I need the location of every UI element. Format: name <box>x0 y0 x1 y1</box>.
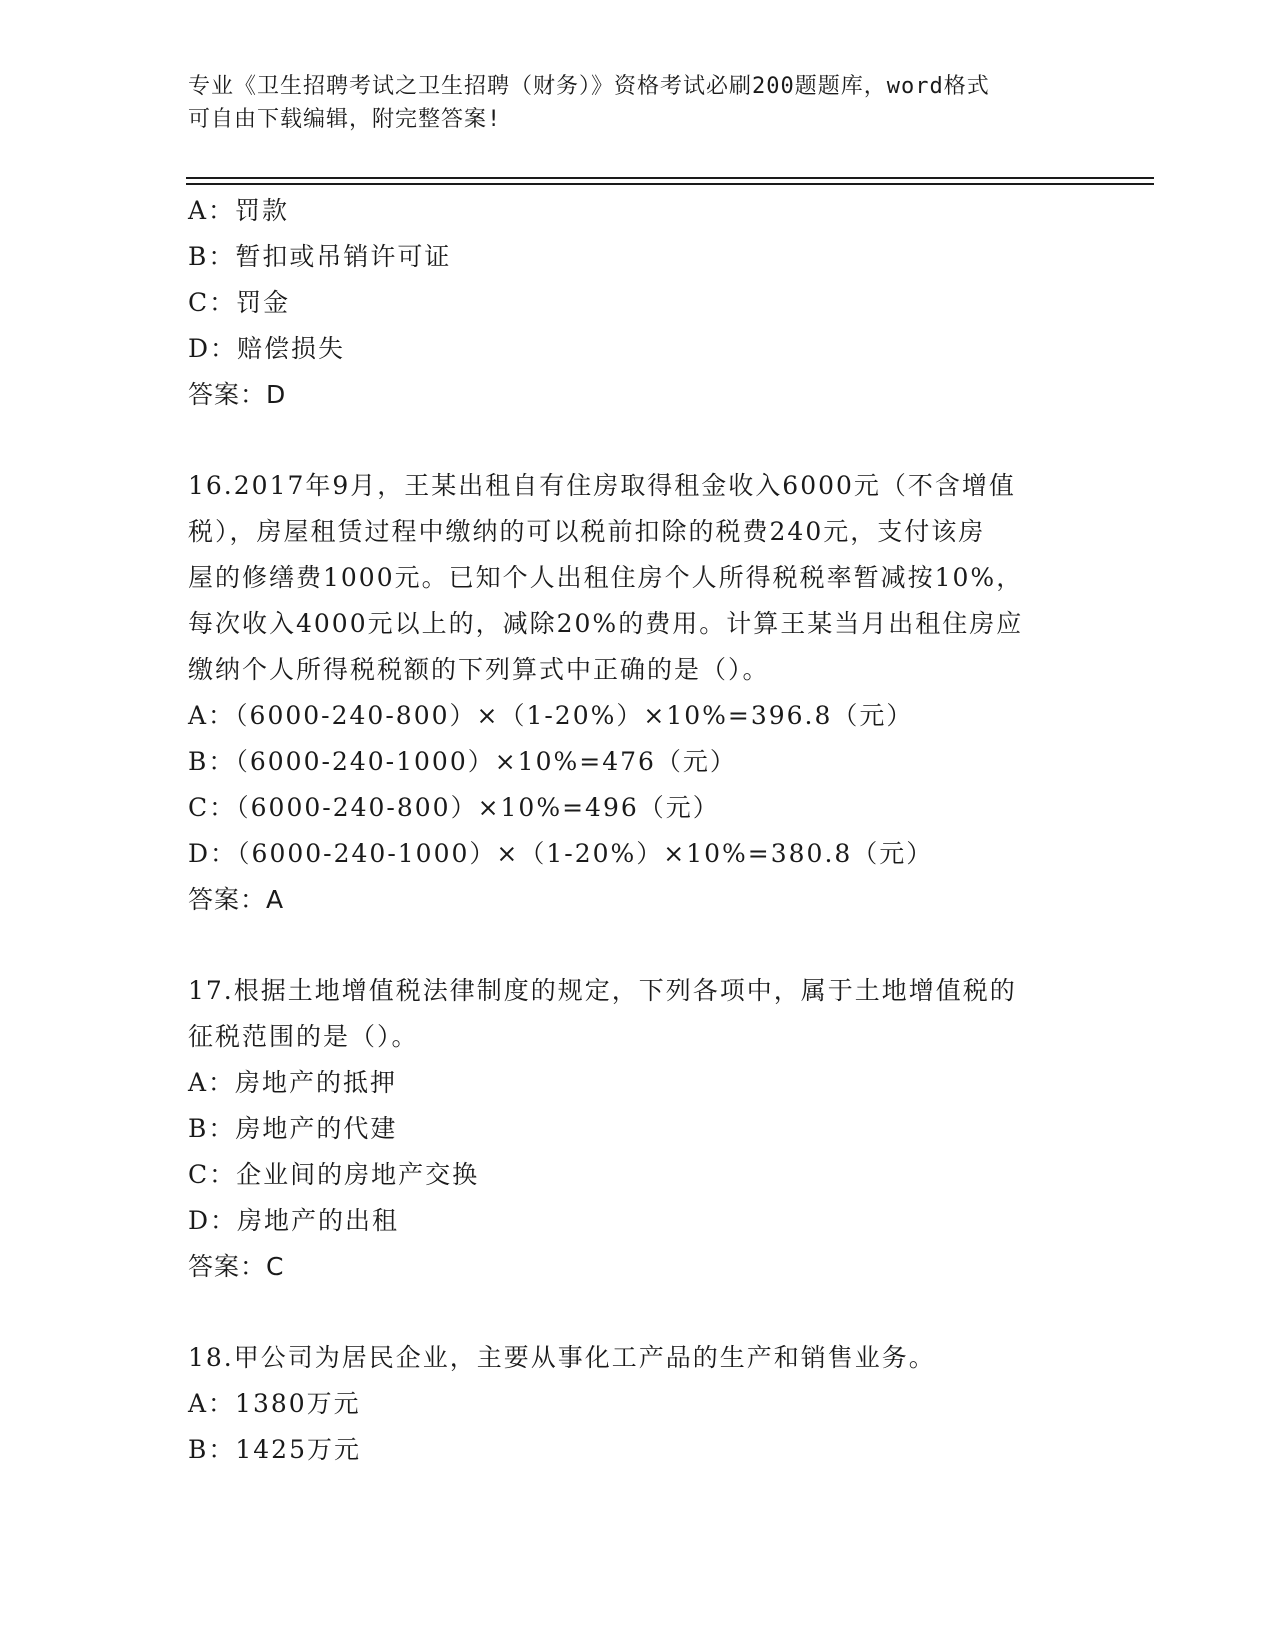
option-d: D：赔偿损失 <box>188 334 346 363</box>
answer-label: 答案：A <box>188 885 285 914</box>
option-b: B：房地产的代建 <box>188 1114 398 1143</box>
option-c: C：罚金 <box>188 288 291 317</box>
option-a: A：1380万元 <box>188 1389 361 1418</box>
question-stem-line: 18.甲公司为居民企业，主要从事化工产品的生产和销售业务。 <box>188 1343 936 1372</box>
spacer <box>188 418 1078 463</box>
question-stem-line: 每次收入4000元以上的，减除20%的费用。计算王某当月出租住房应 <box>188 609 1024 638</box>
option-a: A：房地产的抵押 <box>188 1068 398 1097</box>
question-18 <box>188 1335 1078 1473</box>
option-b: B：暂扣或吊销许可证 <box>188 242 452 271</box>
question-16 <box>188 463 1078 923</box>
spacer <box>188 923 1078 968</box>
spacer <box>188 1290 1078 1335</box>
header-divider-top <box>186 177 1154 179</box>
option-b: B：1425万元 <box>188 1435 361 1464</box>
question-stem-line: 缴纳个人所得税税额的下列算式中正确的是（）。 <box>188 655 770 684</box>
question-stem-line: 屋的修缮费1000元。已知个人出租住房个人所得税税率暂减按10%， <box>188 563 1024 592</box>
option-b: B：（6000-240-1000）×10%=476（元） <box>188 747 737 776</box>
question-stem-line: 16.2017年9月，王某出租自有住房取得租金收入6000元（不含增值 <box>188 471 1016 500</box>
header-line-1: 专业《卫生招聘考试之卫生招聘（财务）》资格考试必刷200题题库，word格式 <box>188 74 990 99</box>
question-17 <box>188 968 1078 1290</box>
answer-label: 答案：C <box>188 1252 285 1281</box>
option-a: A：（6000-240-800）×（1-20%）×10%=396.8（元） <box>188 701 914 730</box>
option-c: C：（6000-240-800）×10%=496（元） <box>188 793 720 822</box>
question-list <box>188 188 1078 1473</box>
option-d: D：（6000-240-1000）×（1-20%）×10%=380.8（元） <box>188 839 934 868</box>
document-header <box>188 70 1088 136</box>
question-stem-line: 征税范围的是（）。 <box>188 1022 419 1051</box>
question-15 <box>188 188 1078 418</box>
option-a: A：罚款 <box>188 196 290 225</box>
question-stem-line: 17.根据土地增值税法律制度的规定，下列各项中，属于土地增值税的 <box>188 976 1017 1005</box>
answer-label: 答案：D <box>188 380 287 409</box>
option-d: D：房地产的出租 <box>188 1206 400 1235</box>
option-c: C：企业间的房地产交换 <box>188 1160 480 1189</box>
header-divider-bottom <box>186 183 1154 185</box>
question-stem-line: 税），房屋租赁过程中缴纳的可以税前扣除的税费240元，支付该房 <box>188 517 986 546</box>
header-line-2: 可自由下载编辑，附完整答案! <box>188 107 502 132</box>
